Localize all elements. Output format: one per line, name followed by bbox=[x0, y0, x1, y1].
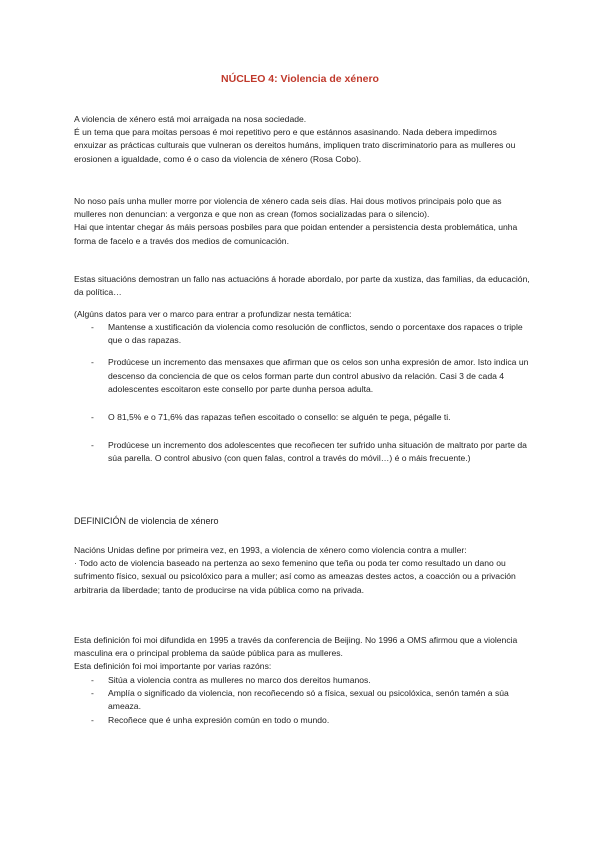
reasons-list bbox=[74, 674, 530, 727]
diffusion-section bbox=[74, 634, 530, 674]
list-item bbox=[74, 714, 530, 727]
bullet-dash: - bbox=[91, 357, 94, 368]
reasons-intro: Esta definición foi moi importante por varias razóns: bbox=[74, 661, 272, 672]
media-paragraph: Hai que intentar chegar ás máis persoas posbiles para que poidan entender a persistencia desta problemática, unha forma de facelo e a través dos medios de comunicación. bbox=[74, 222, 518, 246]
diffusion-paragraph: Esta definición foi moi difundida en 1995 a través da conferencia de Beijing. No 1996 a OMS afirmou que a violencia masculina era o principal problema da saúde pública para as mulleres. bbox=[74, 635, 518, 659]
bullet-dash: - bbox=[91, 688, 94, 699]
bullet-dash: - bbox=[91, 412, 94, 423]
list-item-text: Prodúcese un incremento dos adolescentes que recoñecen ter sufrido unha situación de maltrato por parte da súa parella. O control abusivo (con quen falas, control a través do móvil…) é o máis frecuente.) bbox=[108, 440, 527, 464]
bullet-dash: - bbox=[91, 322, 94, 332]
intro-line: A violencia de xénero está moi arraigada na nosa sociedade. bbox=[74, 114, 307, 124]
statistics-paragraph: No noso país unha muller morre por violencia de xénero cada seis días. Hai dous motivos principais polo que as mulleres non denuncian: a vergonza e que non as crean (fomos socializadas para o silencio). bbox=[74, 196, 502, 220]
list-item-text: Amplía o significado da violencia, non recoñecendo só a física, sexual ou psicolóxica, senón tamén a súa ameaza. bbox=[108, 688, 509, 712]
bullet-dash: - bbox=[91, 714, 94, 725]
intro-paragraph: É un tema que para moitas persoas é moi repetitivo pero e que estánnos asasinando. Nada debera impedirnos enxuizar as prácticas culturais que vulneran os dereitos humáns, impliquen trato discriminatorio para as mulleres ou erosionen a igualdade, como é o caso da violencia de xénero (Rosa Cobo). bbox=[74, 127, 516, 164]
list-item-text: O 81,5% e o 71,6% das rapazas teñen escoitado o consello: se alguén te pega, pégalle ti. bbox=[108, 412, 451, 423]
list-item bbox=[74, 321, 530, 347]
data-list bbox=[74, 321, 530, 466]
list-item bbox=[74, 439, 530, 465]
list-item bbox=[74, 687, 530, 713]
definition-text: · Todo acto de violencia baseado na pertenza ao sexo femenino que teña ou poda ter como resultado un dano ou sufrimento físico, sexual ou psicolóxico para a muller; así como as ameazas destes actos, a coacción ou a privación arbitraria da liberdade; tanto de producirse na vida pública como na privada. bbox=[74, 558, 516, 595]
list-item bbox=[74, 356, 530, 396]
failures-paragraph: Estas situacións demostran un fallo nas actuacións á horade abordalo, por parte da xustiza, das familias, da educación, da política… bbox=[74, 274, 530, 298]
list-item-text: Sitúa a violencia contra as mulleres no marco dos dereitos humanos. bbox=[108, 675, 371, 685]
list-item-text: Recoñece que é unha expresión común en todo o mundo. bbox=[108, 714, 330, 725]
list-item-text: Mantense a xustificación da violencia como resolución de conflictos, sendo o porcentaxe dos rapaces o triple que o das rapazas. bbox=[108, 322, 523, 346]
intro-section bbox=[74, 113, 530, 166]
definition-intro: Nacións Unidas define por primeira vez, en 1993, a violencia de xénero como violencia contra a muller: bbox=[74, 545, 467, 555]
definition-section bbox=[74, 544, 530, 597]
bullet-dash: - bbox=[91, 440, 94, 451]
data-intro: (Algúns datos para ver o marco para entrar a profundizar nesta temática: bbox=[74, 309, 352, 319]
list-item-text: Prodúcese un incremento das mensaxes que afirman que os celos son unha expresión de amor. Isto indica un descenso da conciencia de que os celos forman parte dun control abusivo da relación. Casi 3 de cada 4 adolescentes escoitaron este consello por parte dunha persoa adulta. bbox=[108, 357, 529, 394]
list-item bbox=[74, 674, 530, 687]
definition-heading: DEFINICIÓN de violencia de xénero bbox=[74, 516, 219, 526]
statistics-section bbox=[74, 195, 530, 248]
page-title: NÚCLEO 4: Violencia de xénero bbox=[221, 73, 379, 85]
list-item bbox=[74, 411, 530, 424]
bullet-dash: - bbox=[91, 675, 94, 685]
